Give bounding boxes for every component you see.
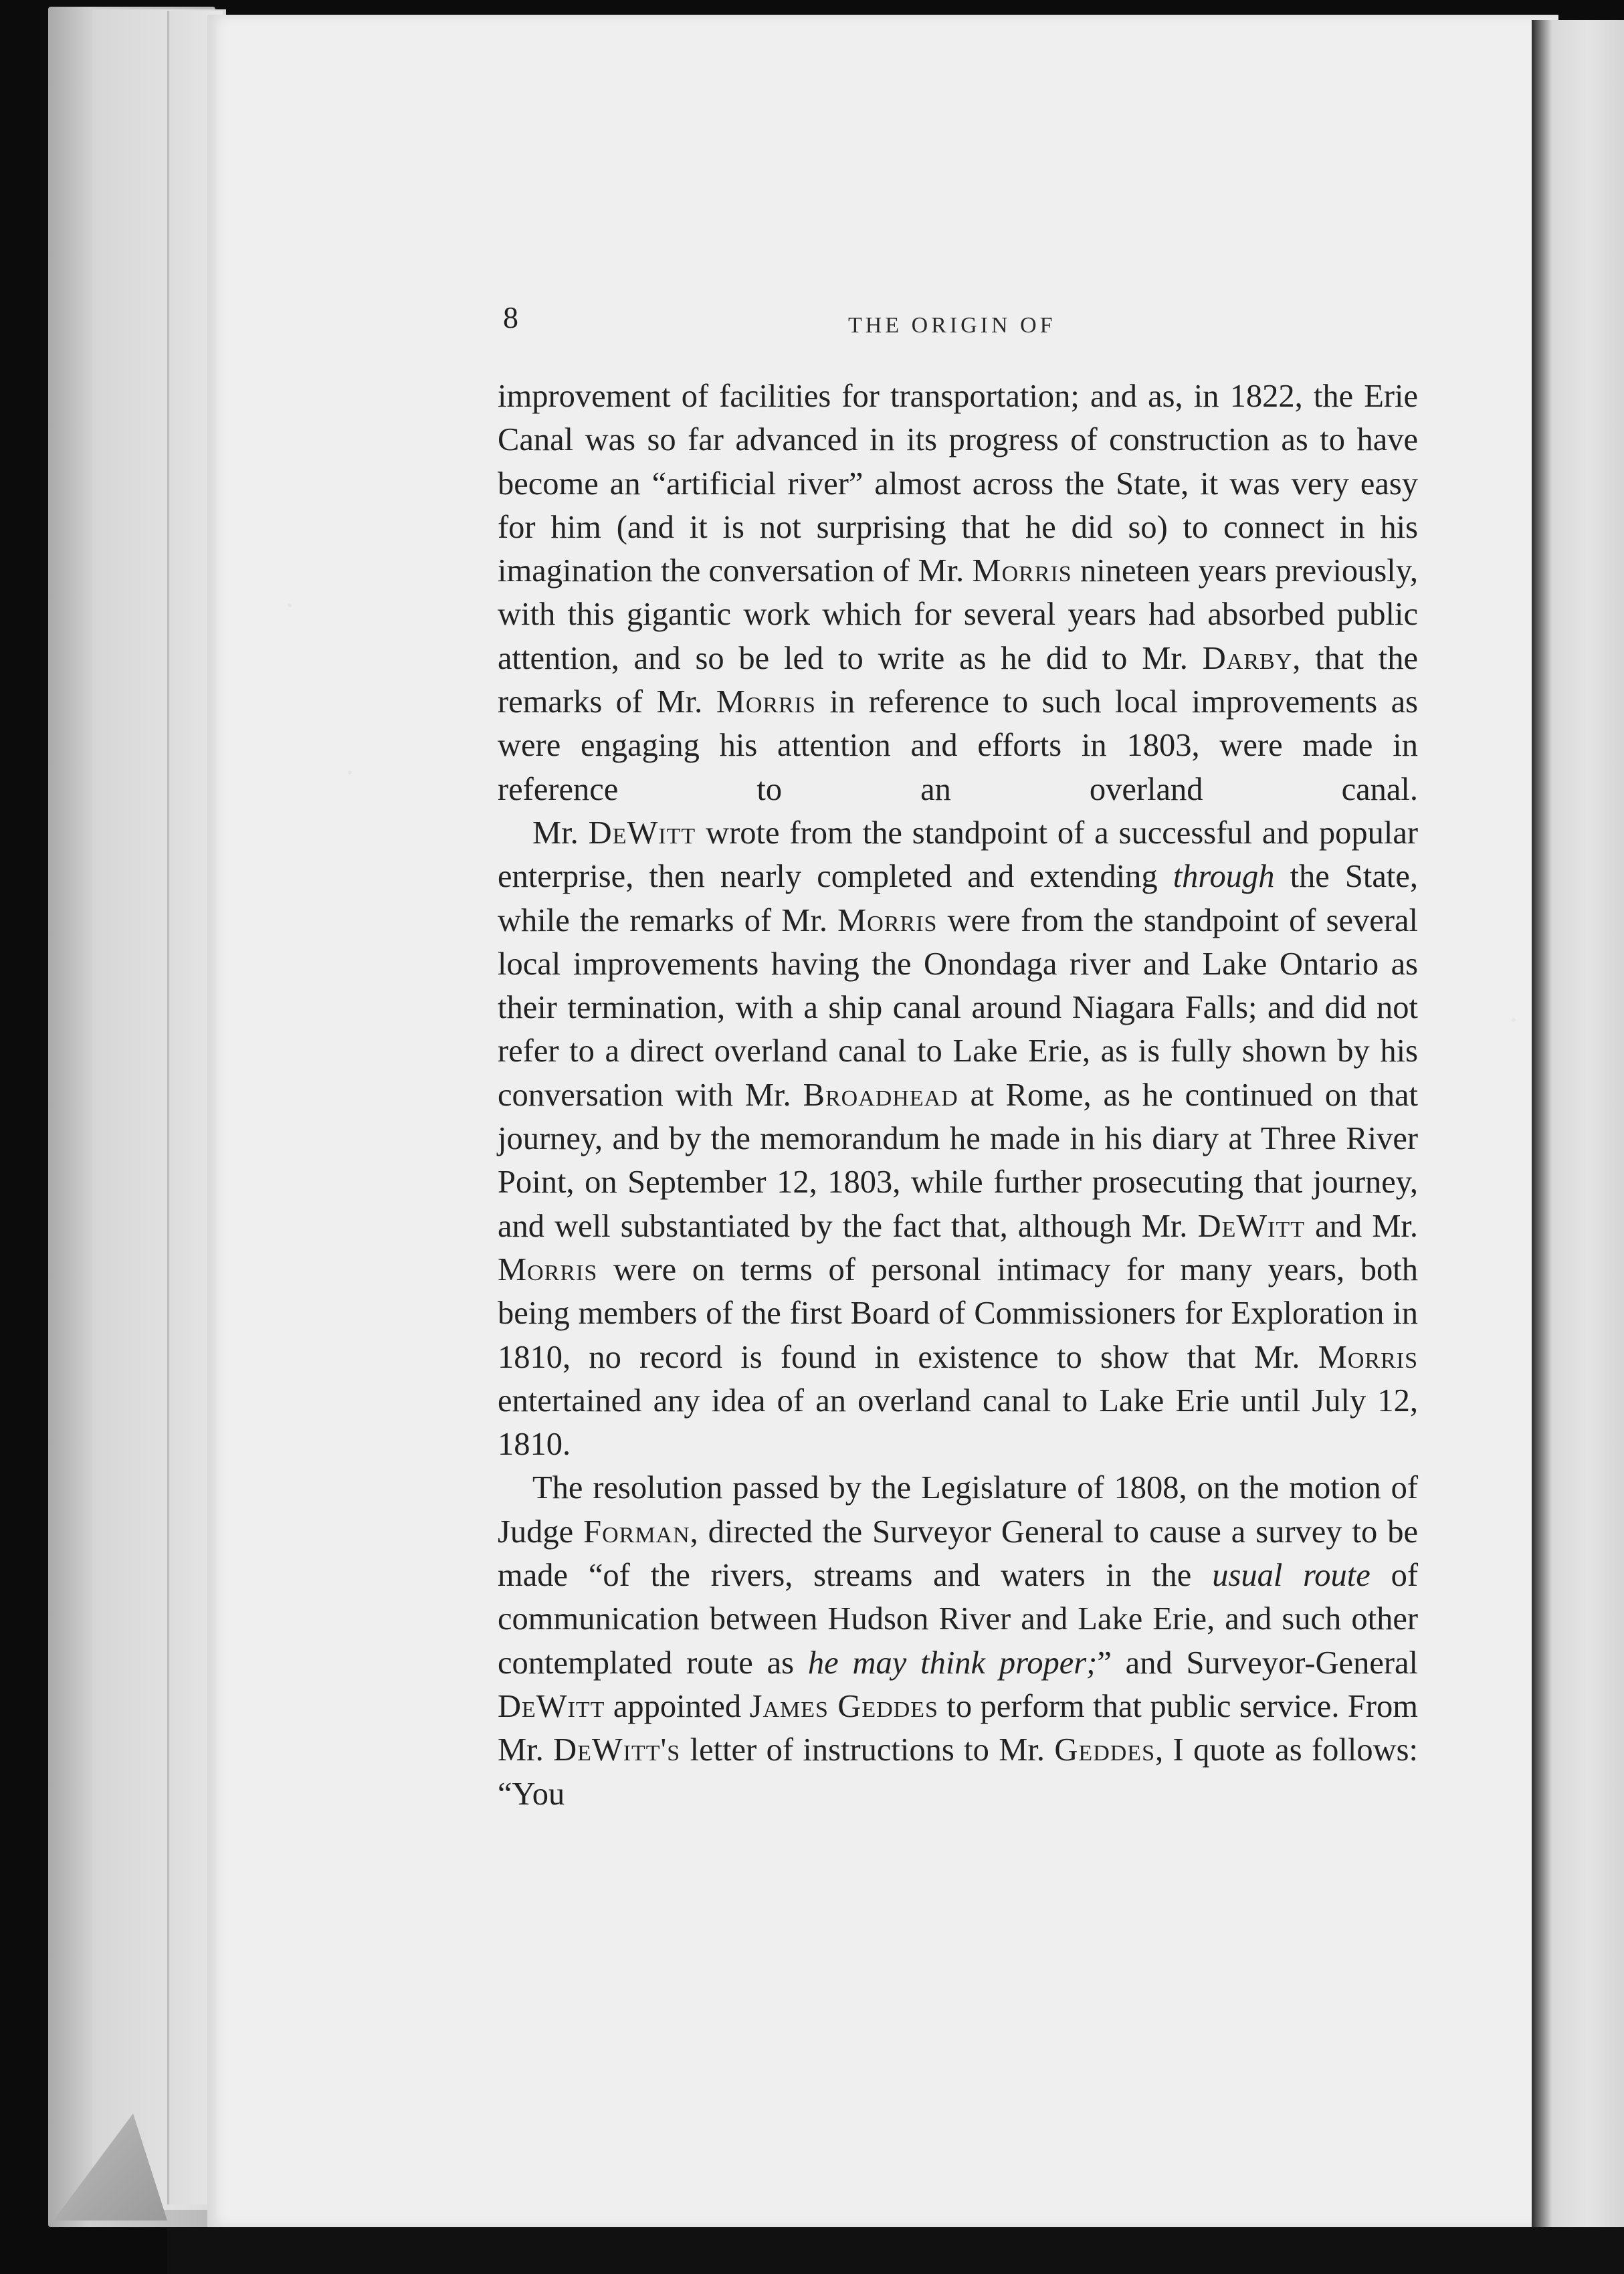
name-small-caps: Forman — [583, 1514, 690, 1550]
body-text — [498, 375, 1418, 1816]
text-run: , that the remarks of Mr. — [498, 640, 1418, 720]
running-head: THE ORIGIN OF — [848, 313, 1056, 338]
text-run: to perform that public service. From Mr. — [498, 1688, 1418, 1768]
name-small-caps: Geddes — [1054, 1732, 1155, 1768]
paragraph-3 — [498, 1466, 1418, 1815]
text-run: entertained any idea of an overland canal to Lake Erie until July 12, 1810. — [498, 1382, 1418, 1463]
text-run: Mr. — [532, 815, 589, 851]
name-small-caps: DeWitt — [498, 1688, 605, 1724]
text-run: nineteen years previously, with this gigantic work which for several years had absorbed public attention, and so be led to write as he did to Mr. — [498, 553, 1419, 676]
paragraph-2 — [498, 811, 1418, 1466]
italic-text: usual route — [1212, 1558, 1371, 1594]
page-number: 8 — [503, 300, 518, 334]
name-small-caps: Morris — [837, 902, 938, 938]
text-run: of communication between Hudson River and Lake Erie, and such other contemplated route as — [498, 1558, 1418, 1681]
name-small-caps: Morris — [498, 1251, 598, 1287]
facing-page-edge — [1532, 20, 1624, 2234]
text-run: at Rome, as he continued on that journey, and by the memorandum he made in his diary at Three River Point, on September 12, 1803, while further prosecuting that journey, and well substantiated by the fact that, although Mr. — [498, 1077, 1418, 1244]
text-run: letter of instructions to Mr. — [680, 1732, 1055, 1768]
paper-speck — [1512, 1018, 1516, 1022]
name-small-caps: DeWitt — [588, 815, 696, 851]
text-run: wrote from the standpoint of a successful and popular enterprise, then nearly completed and extending — [498, 815, 1418, 895]
scan-bottom-border — [167, 2227, 1624, 2274]
name-small-caps: Morris — [972, 553, 1072, 589]
text-run: The resolution passed by the Legislature of 1808, on the motion of Judge — [498, 1470, 1418, 1550]
text-run: were from the standpoint of several local improvements having the Onondaga river and Lake Ontario as their termination, with a ship canal around Niagara Falls; and did not refer to a direct overland canal to Lake Erie, as is fully shown by his conversation with Mr. — [498, 902, 1418, 1113]
italic-text: through — [1173, 859, 1275, 895]
text-run: ” and Surveyor-General — [1097, 1645, 1419, 1681]
text-run: , directed the Surveyor General to cause a survey to be made “of the rivers, streams and waters in the — [498, 1514, 1418, 1594]
text-run: in reference to such local improvements as were engaging his attention and efforts in 1803, were made in reference to an overland canal. — [498, 684, 1418, 807]
paper-speck — [288, 603, 292, 607]
name-small-caps: Darby — [1202, 640, 1293, 676]
name-small-caps: DeWitt — [1197, 1208, 1305, 1244]
name-small-caps: Morris — [1318, 1339, 1418, 1375]
text-run: were on terms of personal intimacy for many years, both being members of the first Board of Commissioners for Exploration in 1810, no record is found in existence to show that Mr. — [498, 1251, 1418, 1375]
text-run: the State, while the remarks of Mr. — [498, 859, 1419, 938]
text-run: , I quote as follows: “You — [498, 1732, 1418, 1812]
paragraph-1 — [498, 375, 1418, 811]
name-small-caps: Morris — [716, 684, 816, 720]
text-run: appointed — [605, 1688, 750, 1724]
italic-text: he may think proper; — [807, 1645, 1098, 1681]
text-run: improvement of facilities for transportation; and as, in 1822, the Erie Canal was so far advanced in its progress of construction as to have become an “artificial river” almost across the State, it was very easy for him (and it is not surprising that he did so) to connect in his imagination the conversation of Mr. — [498, 379, 1418, 589]
name-small-caps: DeWitt's — [553, 1732, 681, 1768]
name-small-caps: Broadhead — [803, 1077, 958, 1113]
paper-speck — [348, 770, 352, 774]
text-run: and Mr. — [1305, 1208, 1418, 1244]
name-small-caps: James Geddes — [749, 1688, 938, 1724]
